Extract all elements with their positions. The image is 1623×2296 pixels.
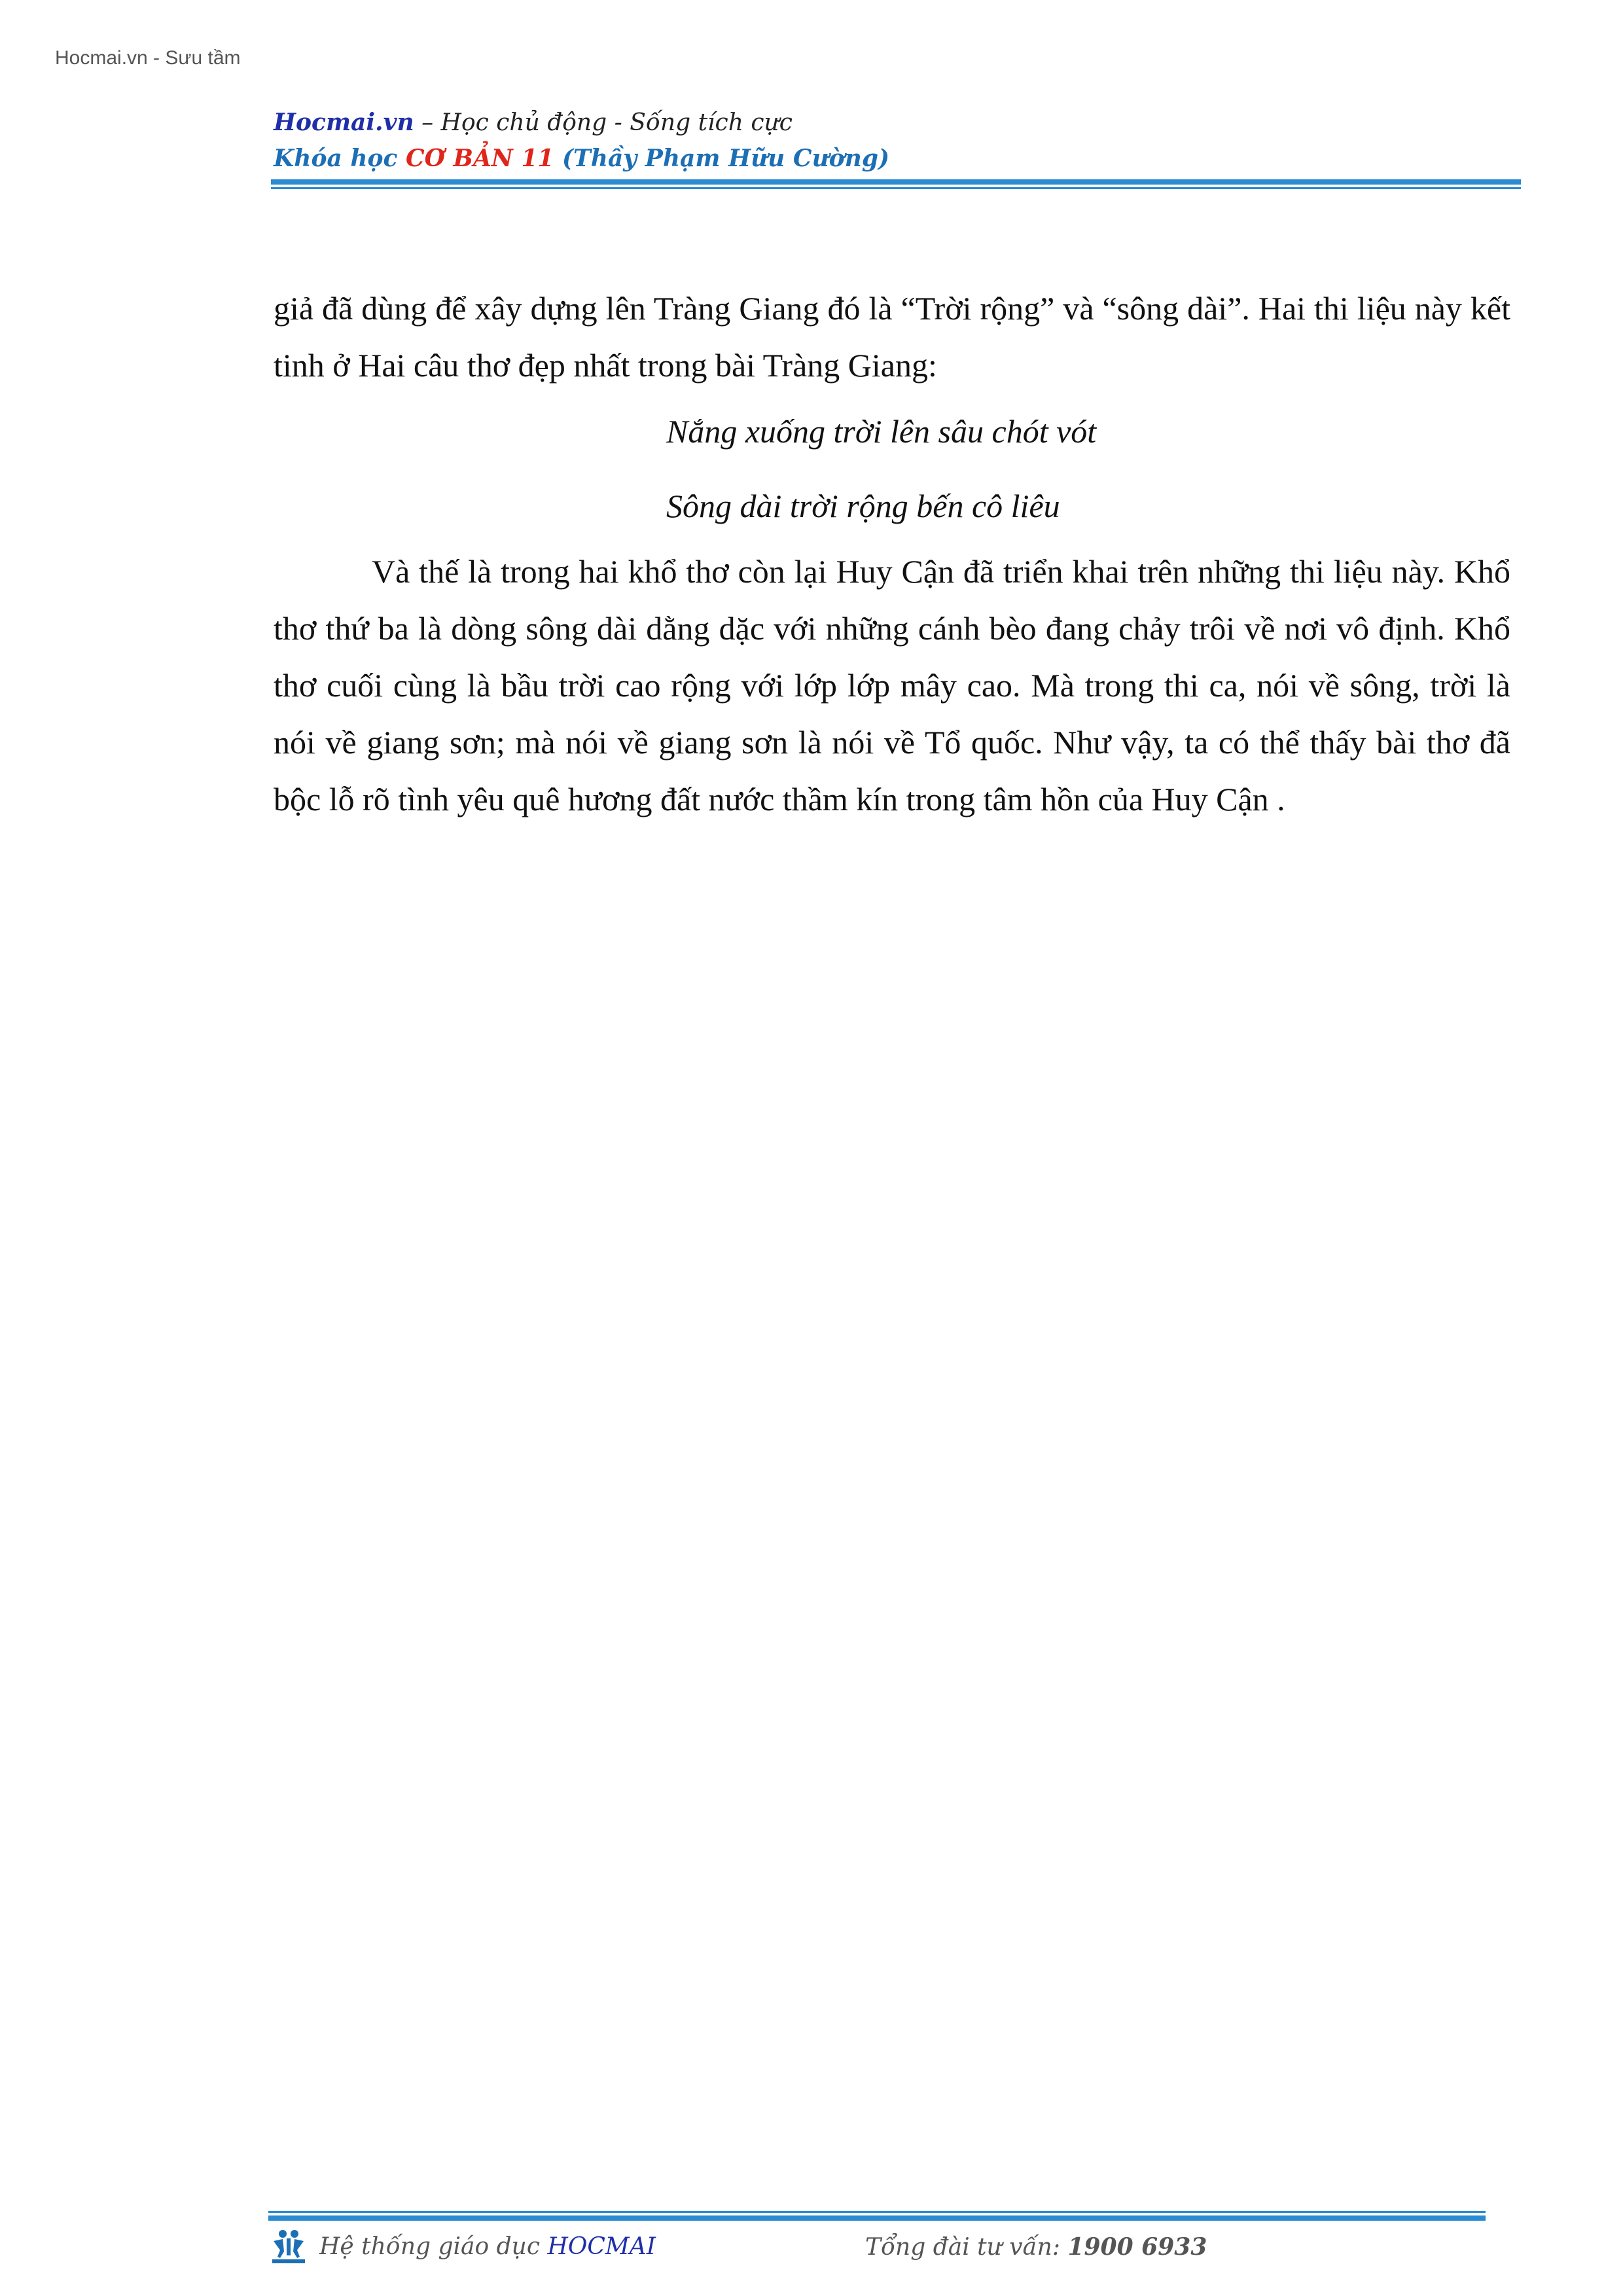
footer-divider [268,2211,1486,2221]
footer-hotline [865,2233,1207,2261]
header-divider-thin [271,187,1521,189]
header-divider-thick [271,179,1521,185]
course-label: Khóa học [274,145,406,172]
footer-divider-thick [268,2215,1486,2221]
source-watermark: Hocmai.vn - Sưu tầm [55,47,241,69]
footer-hotline-number: 1900 6933 [1067,2233,1207,2261]
poem-quote [274,394,1510,543]
header-course-line [274,141,1517,177]
main-content [274,280,1510,828]
paragraph-analysis: Và thế là trong hai khổ thơ còn lại Huy Cận đã triển khai trên những thi liệu này. Khổ thơ thứ ba là dòng sông dài dằng dặc với những cánh bèo đang chảy trôi về nơi vô định. Khổ thơ cuối cùng là bầu trời cao rộng với lớp lớp mây cao. Mà trong thi ca, nói về sông, trời là nói về giang sơn; mà nói về giang sơn là nói về Tổ quốc. Như vậy, ta có thể thấy bài thơ đã bộc lỗ rõ tình yêu quê hương đất nước thầm kín trong tâm hồn của Huy Cận . [274,553,1510,817]
footer-system [319,2233,656,2260]
footer-divider-thin [268,2211,1486,2213]
page-footer [270,2228,1500,2267]
footer-system-name: HOCMAI [547,2233,656,2260]
brand-name: Hocmai.vn [274,109,414,136]
hocmai-logo-icon [270,2228,308,2265]
teacher-name: (Thầy Phạm Hữu Cường) [554,145,890,172]
poem-line-1: Nắng xuống trời lên sâu chót vót [666,413,1097,450]
course-name: CƠ BẢN 11 [405,145,554,172]
footer-hotline-label: Tổng đài tư vấn: [865,2234,1068,2261]
header-divider [271,179,1521,190]
paragraph-intro: giả đã dùng để xây dựng lên Tràng Giang đó là “Trời rộng” và “sông dài”. Hai thi liệu này kết tinh ở Hai câu thơ đẹp nhất trong bài Tràng Giang: [274,290,1510,384]
footer-system-label: Hệ thống giáo dục [319,2233,548,2260]
header-brand-line [274,105,1517,141]
poem-line-2: Sông dài trời rộng bến cô liêu [666,488,1060,524]
page-header [274,105,1517,177]
brand-tagline: – Học chủ động - Sống tích cực [414,109,793,136]
